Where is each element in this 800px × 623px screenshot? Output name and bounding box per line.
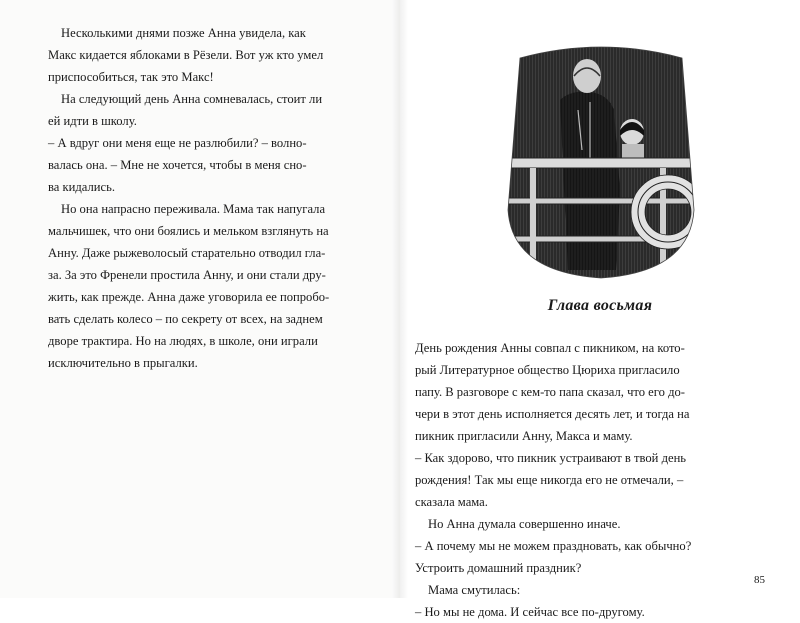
railing-top	[500, 158, 702, 168]
left-page	[0, 0, 400, 598]
text-line: Устроить домашний праздник?	[415, 561, 582, 575]
text-line: – А почему мы не можем праздновать, как обычно?	[415, 539, 692, 553]
text-line: День рождения Анны совпал с пикником, на кото-	[415, 341, 685, 355]
chapter-illustration	[490, 40, 712, 280]
text-line: Макс кидается яблоками в Рёзели. Вот уж кто умел	[48, 48, 324, 62]
left-page-text	[48, 22, 382, 374]
text-line: ва кидались.	[48, 180, 115, 194]
text-line: дворе трактира. Но на людях, в школе, они играли	[48, 334, 318, 348]
text-line: – Как здорово, что пикник устраивают в твой день	[415, 451, 687, 465]
text-line: папу. В разговоре с кем-то папа сказал, что его до-	[415, 385, 685, 399]
text-line: ей идти в школу.	[48, 114, 137, 128]
text-line: рый Литературное общество Цюриха пригласило	[415, 363, 680, 377]
text-line: Анну. Даже рыжеволосый старательно отводил гла-	[48, 246, 326, 260]
text-line: рождения! Так мы еще никогда его не отмечали, –	[415, 473, 684, 487]
text-line: – А вдруг они меня еще не разлюбили? – волно-	[48, 136, 307, 150]
text-line: за. За это Френели простила Анну, и они стали дру-	[48, 268, 326, 282]
text-line: сказала мама.	[415, 495, 488, 509]
text-line: Но она напрасно переживала. Мама так напугала	[61, 202, 326, 216]
text-line: вать сделать колесо – по секрету от всех, на заднем	[48, 312, 323, 326]
man-head	[573, 59, 601, 93]
page-number: 85	[754, 574, 765, 586]
text-line: – Но мы не дома. И сейчас все по-другому.	[415, 605, 645, 619]
chapter-title: Глава восьмая	[547, 297, 653, 314]
text-line: Мама смутилась:	[428, 583, 521, 597]
text-line: мальчишек, что они боялись и мельком взглянуть на	[48, 224, 329, 238]
text-line: валась она. – Мне не хочется, чтобы в меня сно-	[48, 158, 307, 172]
text-line: чери в этот день исполняется десять лет, и тогда на	[415, 407, 690, 421]
text-line: исключительно в прыгалки.	[48, 356, 198, 370]
text-line: жить, как прежде. Анна даже уговорила ее попробо-	[48, 290, 330, 304]
right-page-text	[415, 337, 775, 623]
text-line: приспособиться, так это Макс!	[48, 70, 214, 84]
text-line: пикник пригласили Анну, Макса и маму.	[415, 429, 633, 443]
text-line: Несколькими днями позже Анна увидела, как	[61, 26, 306, 40]
text-line: Но Анна думала совершенно иначе.	[428, 517, 621, 531]
text-line: На следующий день Анна сомневалась, стоит ли	[61, 92, 323, 106]
